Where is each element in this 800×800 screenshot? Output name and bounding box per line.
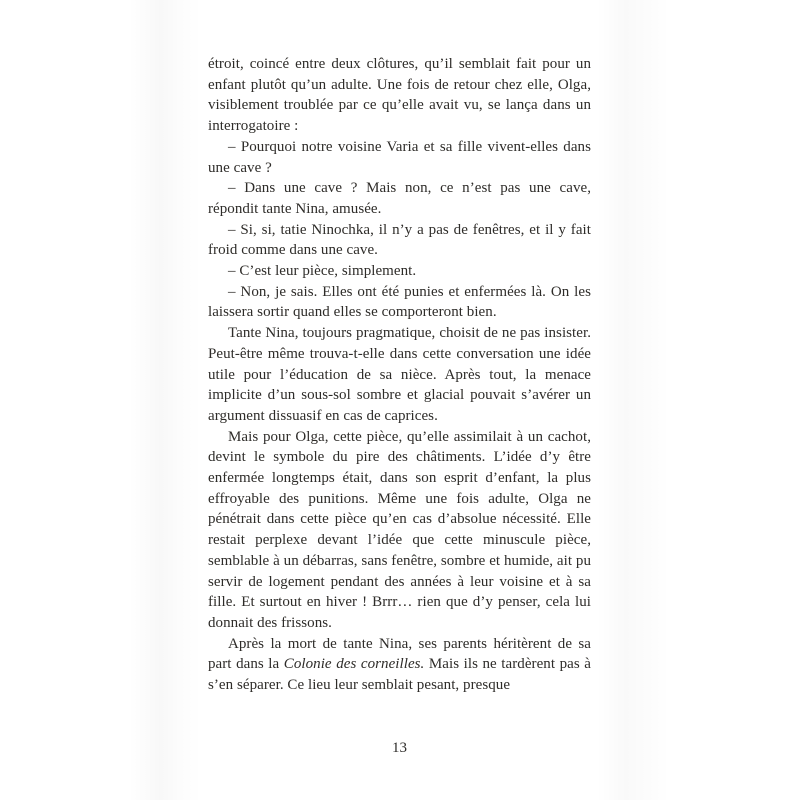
text-run: – C’est leur pièce, simplement. bbox=[228, 263, 417, 280]
paragraph bbox=[208, 427, 591, 634]
paragraph bbox=[208, 54, 591, 137]
paragraph bbox=[208, 261, 591, 282]
text-run: – Pourquoi notre voisine Varia et sa fille vivent-elles dans une cave ? bbox=[208, 138, 591, 176]
page-text bbox=[208, 54, 591, 696]
paragraph bbox=[208, 178, 591, 219]
paragraph bbox=[208, 282, 591, 323]
paragraph bbox=[208, 220, 591, 261]
text-run: Mais ils ne tardèrent pas à s’en séparer. Ce lieu leur semblait pesant, presque bbox=[208, 656, 592, 694]
text-run: – Dans une cave ? Mais non, ce n’est pas une cave, répondit tante Nina, amusée. bbox=[208, 180, 591, 217]
text-run: Mais pour Olga, cette pièce, qu’elle assimilait à un cachot, devint le symbole du pire des châtiments. L’idée d’y être enfermée longtemps était, dans son esprit d’enfant, la plus effroyable des punitions. Même une fois adulte, Olga ne pénétrait dans cette pièce qu’en cas d’absolue nécessité. Elle restait perplexe devant l’idée que cette minuscule pièce, semblable à un débarras, sans fenêtre, sombre et humide, ait pu servir de logement pendant des années à leur voisine et à sa fille. Et surtout en hiver ! Brrr… rien que d’y penser, cela lui donnait des frissons. bbox=[208, 428, 591, 631]
page-shading-left bbox=[128, 0, 202, 800]
page-number: 13 bbox=[392, 740, 407, 756]
text-run: Tante Nina, toujours pragmatique, choisit de ne pas insister. Peut-être même trouva-t-elle dans cette conversation une idée utile pour l’éducation de sa nièce. Après tout, la menace implicite d’un sous-sol sombre et glacial pouvait s’avérer un argument dissuasif en cas de caprices. bbox=[208, 325, 591, 424]
book-title-italic: Colonie des corneilles. bbox=[283, 656, 425, 673]
paragraph bbox=[208, 137, 591, 178]
text-run: – Si, si, tatie Ninochka, il n’y a pas de fenêtres, et il y fait froid comme dans une cave. bbox=[208, 221, 591, 259]
paragraph bbox=[208, 634, 591, 696]
paragraph bbox=[208, 323, 591, 427]
page-shading-right bbox=[596, 0, 670, 800]
text-run: – Non, je sais. Elles ont été punies et enfermées là. On les laissera sortir quand elles se comporteront bien. bbox=[208, 283, 591, 321]
text-run: étroit, coincé entre deux clôtures, qu’il semblait fait pour un enfant plutôt qu’un adulte. Une fois de retour chez elle, Olga, visiblement troublée par ce qu’elle avait vu, se lança dans un interrogatoire : bbox=[208, 56, 591, 135]
text-run: Après la mort de tante Nina, ses parents héritèrent de sa part dans la bbox=[208, 635, 591, 673]
